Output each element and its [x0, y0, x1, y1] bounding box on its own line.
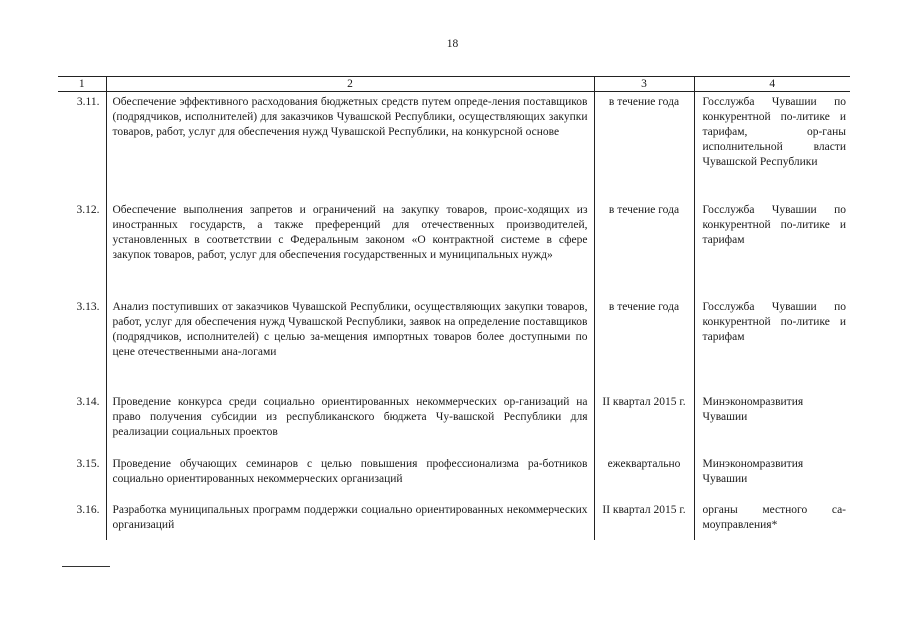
row-description: Проведение обучающих семинаров с целью повышения профессионализма ра-ботников социально ориентированных некоммерческих организаций [106, 454, 594, 500]
row-executor: Минэкономразвития Чувашии [694, 454, 850, 500]
row-description: Обеспечение выполнения запретов и ограничений на закупку товаров, проис-ходящих из иностранных государств, а также преференций для отечественных производителей, установленных в соответствии с Федеральным законом «О контрактной системе в сфере закупок товаров, работ, услуг для обеспечения государственных и муниципальных нужд» [106, 200, 594, 297]
footnote-separator [62, 566, 110, 567]
row-executor: органы местного са-моуправления* [694, 500, 850, 540]
table-row [58, 200, 850, 297]
row-term: в течение года [594, 297, 694, 392]
page-number: 18 [446, 38, 459, 50]
row-number: 3.13. [76, 300, 100, 313]
row-description: Проведение конкурса среди социально ориентированных некоммерческих ор-ганизаций на право получения субсидии из республиканского бюджета Чу-вашской Республики для реализации социальных проектов [106, 392, 594, 454]
row-term: в течение года [594, 92, 694, 200]
table-row [58, 297, 850, 392]
row-executor: Госслужба Чувашии по конкурентной по-литике и тарифам [694, 297, 850, 392]
row-number: 3.14. [76, 395, 100, 408]
row-number: 3.11. [76, 96, 100, 108]
table-row [58, 92, 850, 200]
row-executor: Госслужба Чувашии по конкурентной по-литике и тарифам, ор-ганы исполнительной власти Чувашской Республики [694, 92, 850, 200]
row-description: Обеспечение эффективного расходования бюджетных средств путем опреде-ления поставщиков (подрядчиков, исполнителей) для заказчиков Чувашской Республики, осуществляющих закупки товаров, работ, услуг для обеспечения нужд Чувашской Республики, на конкурсной основе [106, 92, 594, 200]
column-header-term: 3 [594, 77, 694, 92]
table-row [58, 454, 850, 500]
row-term: II квартал 2015 г. [594, 392, 694, 454]
row-term: ежеквартально [594, 454, 694, 500]
column-header-description: 2 [106, 77, 594, 92]
row-number: 3.15. [76, 457, 100, 470]
table-row [58, 392, 850, 454]
table-row [58, 500, 850, 540]
row-description: Разработка муниципальных программ поддержки социально ориентированных некоммерческих организаций [106, 500, 594, 540]
row-term: в течение года [594, 200, 694, 297]
row-number: 3.16. [76, 503, 100, 516]
column-header-executor: 4 [694, 77, 850, 92]
row-term: II квартал 2015 г. [594, 500, 694, 540]
row-executor: Госслужба Чувашии по конкурентной по-литике и тарифам [694, 200, 850, 297]
column-header-number: 1 [58, 77, 106, 92]
row-number: 3.12. [76, 203, 100, 216]
row-description: Анализ поступивших от заказчиков Чувашской Республики, осуществляющих закупки товаров, работ, услуг для обеспечения нужд Чувашской Республики, заявок на определение поставщиков (подрядчиков, исполнителей) с целью за-мещения импортных товаров более доступными по цене отечественными ана-логами [106, 297, 594, 392]
measures-table [58, 76, 850, 540]
row-executor: Минэкономразвития Чувашии [694, 392, 850, 454]
table-header-row [58, 77, 850, 92]
